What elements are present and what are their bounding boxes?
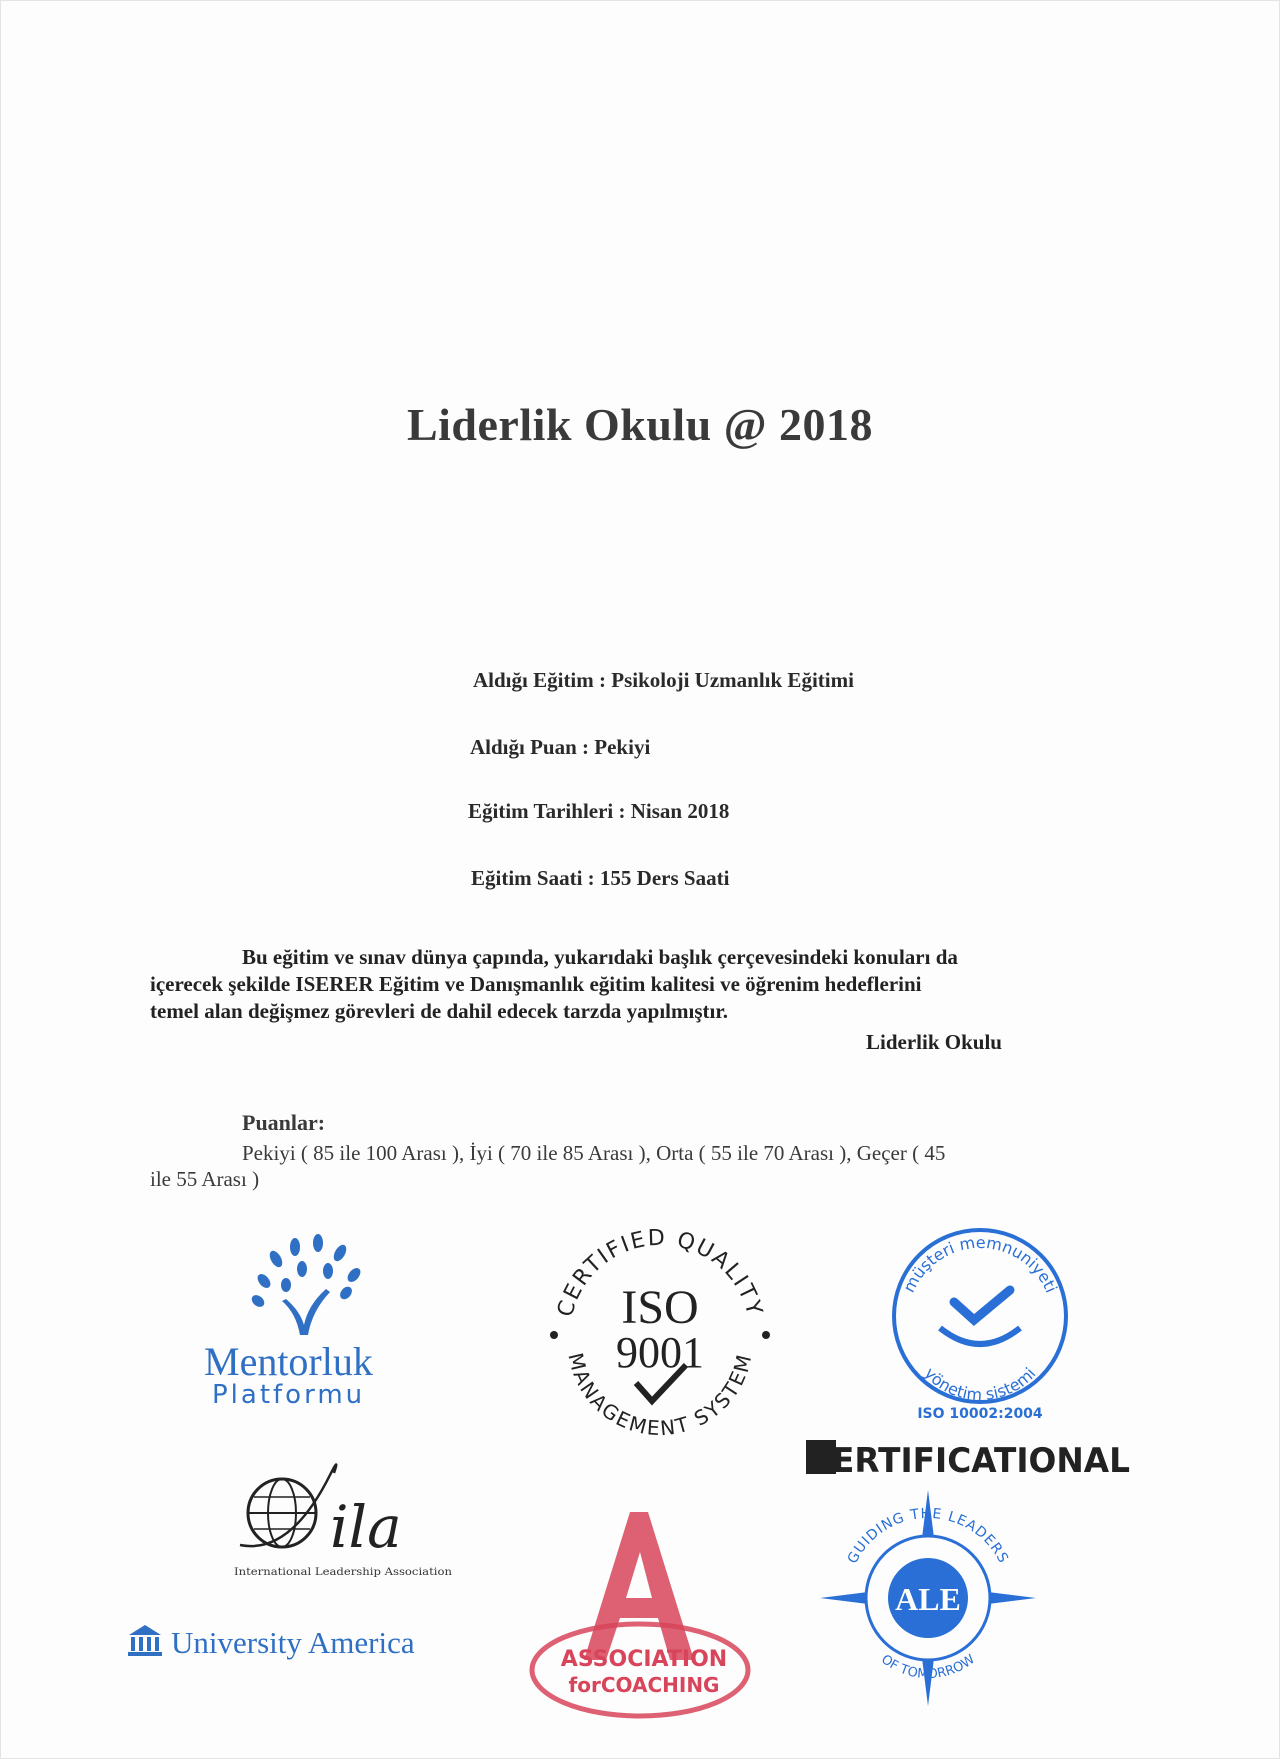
guiding-arc-top: GUIDING THE LEADERS: [844, 1505, 1012, 1567]
mentorluk-line1: Mentorluk: [204, 1339, 373, 1384]
guiding-arc-bottom: OF TOMORROW: [878, 1652, 978, 1683]
musteri-arc-top: müşteri memnuniyeti: [899, 1232, 1061, 1296]
guiding-center: ALE: [895, 1581, 961, 1617]
mentorluk-platformu-logo: [200, 1225, 420, 1405]
association-line1: ASSOCIATION: [560, 1647, 728, 1672]
scores-line: Pekiyi ( 85 ile 100 Arası ), İyi ( 70 ile 85 Arası ), Orta ( 55 ile 70 Arası ), Geçer ( 45: [242, 1141, 946, 1165]
ila-subtitle: International Leadership Association: [234, 1567, 453, 1578]
musteri-arc-bottom: yönetim sistemi: [920, 1363, 1040, 1405]
field-grade: Aldığı Puan : Pekiyi: [470, 735, 651, 759]
iso-arc-top: CERTIFIED QUALITY: [552, 1225, 768, 1320]
iso-9001-stamp: [540, 1215, 780, 1455]
university-america-text: University America: [171, 1625, 415, 1660]
ila-logo: [230, 1455, 470, 1585]
svg-text:yönetim sistemi: [921, 1364, 1040, 1405]
paragraph-line: Bu eğitim ve sınav dünya çapında, yukarıdaki başlık çerçevesindeki konuları da: [242, 945, 958, 969]
ila-name: ila: [330, 1493, 402, 1561]
certificational-logo: [806, 1436, 1136, 1480]
document-title: Liderlik Okulu @ 2018: [406, 399, 874, 450]
musteri-standard: ISO 10002:2004: [917, 1406, 1043, 1420]
svg-text:müşteri memnuniyeti: [899, 1233, 1061, 1296]
iso-arc-bottom: MANAGEMENT SYSTEM: [563, 1350, 757, 1441]
paragraph-line: içerecek şekilde ISERER Eğitim ve Danışmanlık eğitim kalitesi ve öğrenim hedeflerini: [150, 972, 922, 996]
scores-line: ile 55 Arası ): [150, 1167, 260, 1191]
association-coaching-stamp: [520, 1500, 760, 1740]
building-icon: [128, 1625, 162, 1656]
field-dates: Eğitim Tarihleri : Nisan 2018: [468, 799, 730, 823]
iso-main1: ISO: [621, 1281, 699, 1334]
mentorluk-line2: Platformu: [212, 1380, 366, 1405]
description-paragraph: [150, 944, 1130, 1025]
field-hours: Eğitim Saati : 155 Ders Saati: [471, 866, 730, 890]
scores-text: [150, 1140, 1100, 1192]
musteri-memnuniyeti-seal: [880, 1220, 1080, 1420]
scores-heading: Puanlar:: [242, 1110, 326, 1135]
iso-main2: 9001: [616, 1328, 704, 1377]
paragraph-line: temel alan değişmez görevleri de dahil edecek tarzda yapılmıştır.: [150, 999, 728, 1023]
certificational-text: CERTIFICATIONAL: [808, 1441, 1130, 1480]
university-america-logo: [125, 1615, 465, 1665]
signature: Liderlik Okulu: [866, 1030, 1002, 1054]
association-line2: forCOACHING: [568, 1673, 720, 1697]
field-training: Aldığı Eğitim : Psikoloji Uzmanlık Eğitimi: [473, 668, 854, 692]
guiding-leaders-seal: [818, 1488, 1038, 1708]
